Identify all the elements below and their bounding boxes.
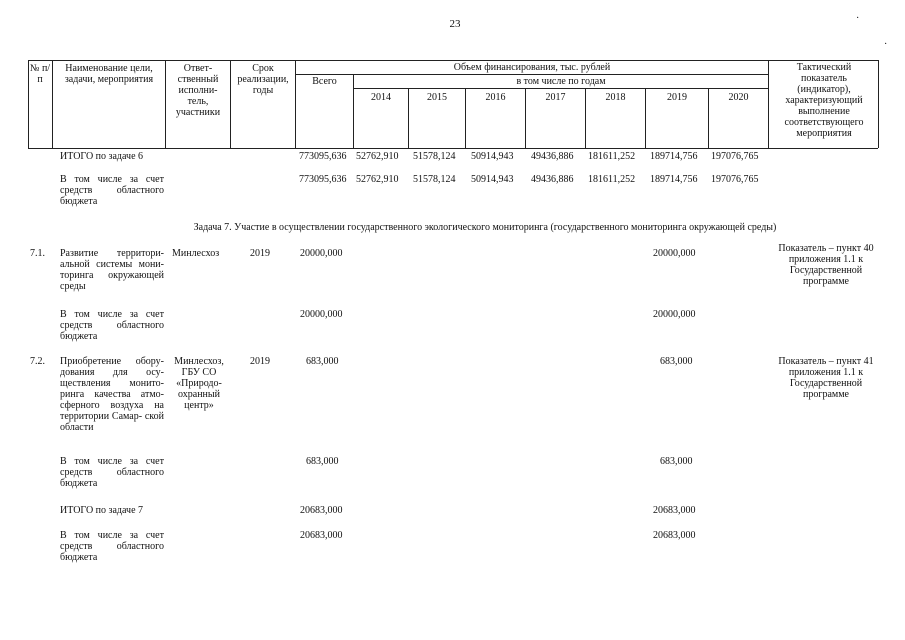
row-2018: 181611,252 bbox=[588, 174, 636, 185]
row-responsible: Минлесхоз, ГБУ СО «Природо- охранный центр» bbox=[174, 356, 224, 411]
header-col-responsible: Ответ- ственный исполни- тель, участники bbox=[175, 63, 221, 118]
row-2015: 51578,124 bbox=[413, 174, 456, 185]
row-total: 683,000 bbox=[306, 456, 339, 467]
header-year-2019: 2019 bbox=[667, 92, 687, 103]
header-col-name: Наименование цели, задачи, мероприятия bbox=[64, 63, 154, 85]
row-2019: 683,000 bbox=[660, 456, 693, 467]
task-7-heading: Задача 7. Участие в осуществлении государственного экологического мониторинга (государственного мониторинга окружающей среды) bbox=[193, 222, 777, 233]
header-year-2017: 2017 bbox=[545, 92, 566, 103]
row-name: В том числе за счет средств областного бюджета bbox=[60, 309, 164, 342]
row-total: 773095,636 bbox=[299, 174, 347, 185]
row-name: ИТОГО по задаче 6 bbox=[60, 151, 144, 162]
row-name: ИТОГО по задаче 7 bbox=[60, 505, 144, 516]
row-2016: 50914,943 bbox=[471, 174, 514, 185]
row-name: В том числе за счет средств областного бюджета bbox=[60, 530, 164, 563]
scan-mark: · bbox=[884, 39, 888, 50]
scan-mark: · bbox=[856, 13, 860, 24]
row-2020: 197076,765 bbox=[711, 174, 759, 185]
row-2014: 52762,910 bbox=[356, 151, 399, 162]
row-2019: 20683,000 bbox=[653, 505, 696, 516]
row-name: Развитие территори- альной системы мони- торинга окружающей среды bbox=[60, 248, 164, 292]
row-2017: 49436,886 bbox=[531, 151, 574, 162]
row-2016: 50914,943 bbox=[471, 151, 514, 162]
page-number: 23 bbox=[449, 18, 461, 30]
row-2019: 189714,756 bbox=[650, 174, 698, 185]
row-total: 20683,000 bbox=[300, 530, 343, 541]
header-col-total: Всего bbox=[312, 76, 337, 87]
row-name: В том числе за счет средств областного бюджета bbox=[60, 456, 164, 489]
row-2018: 181611,252 bbox=[588, 151, 636, 162]
header-year-2018: 2018 bbox=[605, 92, 626, 103]
header-col-funding: Объем финансирования, тыс. рублей bbox=[453, 62, 611, 73]
row-indicator: Показатель – пункт 41 приложения 1.1 к Государственной программе bbox=[778, 356, 874, 400]
row-number: 7.2. bbox=[30, 356, 45, 367]
row-2014: 52762,910 bbox=[356, 174, 399, 185]
header-col-term: Срок реализации, годы bbox=[237, 63, 289, 96]
row-2019: 20683,000 bbox=[653, 530, 696, 541]
row-term: 2019 bbox=[250, 356, 270, 367]
header-col-no: № п/п bbox=[29, 63, 51, 85]
row-number: 7.1. bbox=[30, 248, 45, 259]
row-total: 20000,000 bbox=[300, 248, 343, 259]
row-total: 20000,000 bbox=[300, 309, 343, 320]
header-year-2020: 2020 bbox=[728, 92, 749, 103]
row-responsible: Минлесхоз bbox=[172, 248, 220, 259]
row-2020: 197076,765 bbox=[711, 151, 759, 162]
row-name: В том числе за счет средств областного бюджета bbox=[60, 174, 164, 207]
row-2019: 683,000 bbox=[660, 356, 693, 367]
row-2019: 20000,000 bbox=[653, 309, 696, 320]
row-total: 20683,000 bbox=[300, 505, 343, 516]
row-total: 773095,636 bbox=[299, 151, 347, 162]
header-col-by-years: в том числе по годам bbox=[516, 76, 606, 87]
row-term: 2019 bbox=[250, 248, 270, 259]
row-indicator: Показатель – пункт 40 приложения 1.1 к Государственной программе bbox=[778, 243, 874, 287]
row-2017: 49436,886 bbox=[531, 174, 574, 185]
header-year-2016: 2016 bbox=[485, 92, 506, 103]
row-total: 683,000 bbox=[306, 356, 339, 367]
header-year-2015: 2015 bbox=[427, 92, 447, 103]
header-col-indicator: Тактический показатель (индикатор), характеризующий выполнение соответствующего мероприятия bbox=[784, 62, 864, 139]
row-2019: 20000,000 bbox=[653, 248, 696, 259]
row-2015: 51578,124 bbox=[413, 151, 456, 162]
row-name: Приобретение обору- дования для осу- ществления монито- ринга качества атмо- сферного воздуха на территории Самар- ской области bbox=[60, 356, 164, 433]
row-2019: 189714,756 bbox=[650, 151, 698, 162]
header-year-2014: 2014 bbox=[371, 92, 391, 103]
